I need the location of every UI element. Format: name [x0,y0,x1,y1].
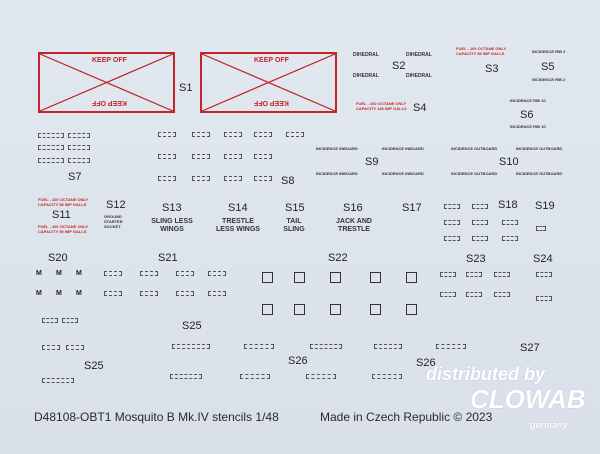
stencil-mark [502,220,518,225]
incidence-stencil: INCIDENCE RIB 2 [532,49,566,54]
dihedral-text: DIHEDRAL [406,73,432,79]
m-mark: M [56,270,62,277]
stencil-mark [472,236,488,241]
dihedral-text: DIHEDRAL [406,52,432,58]
stencil-mark [536,296,552,301]
stencil-mark [42,318,58,323]
label-s13: S13 [162,202,182,214]
label-s10: S10 [499,156,519,168]
label-s4: S4 [413,102,427,114]
label-s22: S22 [328,252,348,264]
stencil-square [262,272,273,283]
stencil-mark [104,291,122,296]
m-mark: M [36,270,42,277]
stencil-square [406,272,417,283]
stencil-mark [192,132,210,137]
keep-off-text: KEEP OFF [254,57,289,64]
stencil-mark [254,132,272,137]
stencil-mark [536,272,552,277]
label-s18: S18 [498,199,518,211]
stencil-square [406,304,417,315]
stencil-mark [158,154,176,159]
label-s3: S3 [485,63,499,75]
stencil-mark [158,176,176,181]
keep-off-box-2 [200,52,337,113]
keep-off-text: KEEP OFF [92,57,127,64]
ground-socket-stencil: GROUND STARTER SOCKET [104,214,123,229]
keep-off-text-inverted: KEEP OFF [254,99,289,106]
incidence-stencil: INCIDENCE RIB 10 [510,98,546,103]
stencil-mark [208,271,226,276]
stencil-mark [436,344,466,349]
m-mark: M [76,290,82,297]
incidence-stencil: INCIDENCE OUTBOARD [451,171,498,176]
stencil-mark [310,344,342,349]
stencil-mark [68,158,90,163]
stencil-mark [244,344,274,349]
label-s21: S21 [158,252,178,264]
label-s14: S14 [228,202,248,214]
stencil-mark [306,374,336,379]
stencil-mark [192,154,210,159]
stencil-mark [158,132,176,137]
fuel-stencil: FUEL - 100 OCTANE ONLY CAPACITY 58 IMP GALLS [456,46,507,56]
stencil-mark [254,176,272,181]
incidence-stencil: INCIDENCE RIB 2 [532,77,566,82]
incidence-stencil: INCIDENCE INBOARD [382,171,424,176]
stencil-mark [472,220,488,225]
label-s12: S12 [106,199,126,211]
dihedral-text: DIHEDRAL [353,73,379,79]
stencil-mark [68,145,90,150]
stencil-mark [372,374,402,379]
incidence-stencil: INCIDENCE OUTBOARD [516,171,563,176]
stencil-mark [224,154,242,159]
incidence-stencil: INCIDENCE INBOARD [316,171,358,176]
stencil-mark [286,132,304,137]
stencil-mark [444,220,460,225]
stencil-mark [38,133,64,138]
stencil-mark [374,344,402,349]
stencil-mark [440,272,456,277]
incidence-stencil: INCIDENCE OUTBOARD [516,146,563,151]
watermark-distributed: distributed by [426,364,546,384]
stencil-mark [66,345,84,350]
stencil-mark [192,176,210,181]
stencil-square [262,304,273,315]
incidence-stencil: INCIDENCE RIB 10 [510,124,546,129]
stencil-mark [536,226,546,231]
keep-off-box-1 [38,52,175,113]
stencil-mark [170,374,202,379]
stencil-mark [466,272,482,277]
incidence-stencil: INCIDENCE INBOARD [316,146,358,151]
stencil-mark [224,132,242,137]
stencil-mark [140,271,158,276]
label-s26-lower: S26 [416,357,436,369]
stencil-mark [224,176,242,181]
stencil-square [370,304,381,315]
sheet-title: D48108-OBT1 Mosquito B Mk.IV stencils 1/48 [34,410,279,424]
stencil-square [294,272,305,283]
keep-off-text-inverted: KEEP OFF [92,99,127,106]
watermark-sub: germany [530,420,568,430]
stencil-mark [38,158,64,163]
label-s15: S15 [285,202,305,214]
stencil-mark [466,292,482,297]
label-s23: S23 [466,253,486,265]
label-s25: S25 [182,320,202,332]
watermark-brand: CLOWAB [470,384,586,414]
m-mark: M [36,290,42,297]
fuel-stencil: FUEL - 100 OCTANE ONLY CAPACITY 58 IMP GALLS [38,197,89,207]
stencil-mark [240,374,270,379]
stencil-square [330,304,341,315]
label-s24: S24 [533,253,553,265]
m-mark: M [56,290,62,297]
label-s8: S8 [281,175,295,187]
stencil-mark [140,291,158,296]
stencil-mark [176,271,194,276]
label-s16: S16 [343,202,363,214]
label-s26: S26 [288,355,308,367]
stencil-mark [42,345,60,350]
trestle-stencil: TRESTLE LESS WINGS [216,218,260,233]
tail-sling-stencil: TAIL SLING [283,218,305,233]
incidence-stencil: INCIDENCE OUTBOARD [451,146,498,151]
made-in: Made in Czech Republic © 2023 [320,410,493,424]
label-s17: S17 [402,202,422,214]
label-s11: S11 [52,209,71,221]
stencil-mark [472,204,488,209]
stencil-mark [176,291,194,296]
fuel-stencil: FUEL - 100 OCTANE ONLY CAPACITY 146 IMP GALLS [356,101,407,111]
label-s19: S19 [535,200,555,212]
stencil-mark [208,291,226,296]
stencil-square [330,272,341,283]
stencil-mark [104,271,122,276]
stencil-square [294,304,305,315]
m-mark: M [76,270,82,277]
label-s27: S27 [520,342,540,354]
stencil-mark [172,344,210,349]
fuel-stencil: FUEL - 100 OCTANE ONLY CAPACITY 55 IMP GALLS [38,224,89,234]
label-s7: S7 [68,171,82,183]
label-s9: S9 [365,156,379,168]
incidence-stencil: INCIDENCE INBOARD [382,146,424,151]
stencil-mark [494,272,510,277]
stencil-mark [38,145,64,150]
label-s20: S20 [48,252,68,264]
stencil-mark [502,236,518,241]
label-s2: S2 [392,60,406,72]
stencil-mark [444,236,460,241]
sling-stencil: SLING LESS WINGS [151,218,193,233]
stencil-mark [68,133,90,138]
stencil-mark [62,318,78,323]
label-s5: S5 [541,61,555,73]
stencil-mark [440,292,456,297]
stencil-mark [42,378,74,383]
label-s1: S1 [179,82,193,94]
stencil-square [370,272,381,283]
stencil-mark [444,204,460,209]
dihedral-text: DIHEDRAL [353,52,379,58]
jack-stencil: JACK AND TRESTLE [336,218,372,233]
stencil-mark [254,154,272,159]
label-s25-lower: S25 [84,360,104,372]
stencil-mark [494,292,510,297]
label-s6: S6 [520,109,534,121]
